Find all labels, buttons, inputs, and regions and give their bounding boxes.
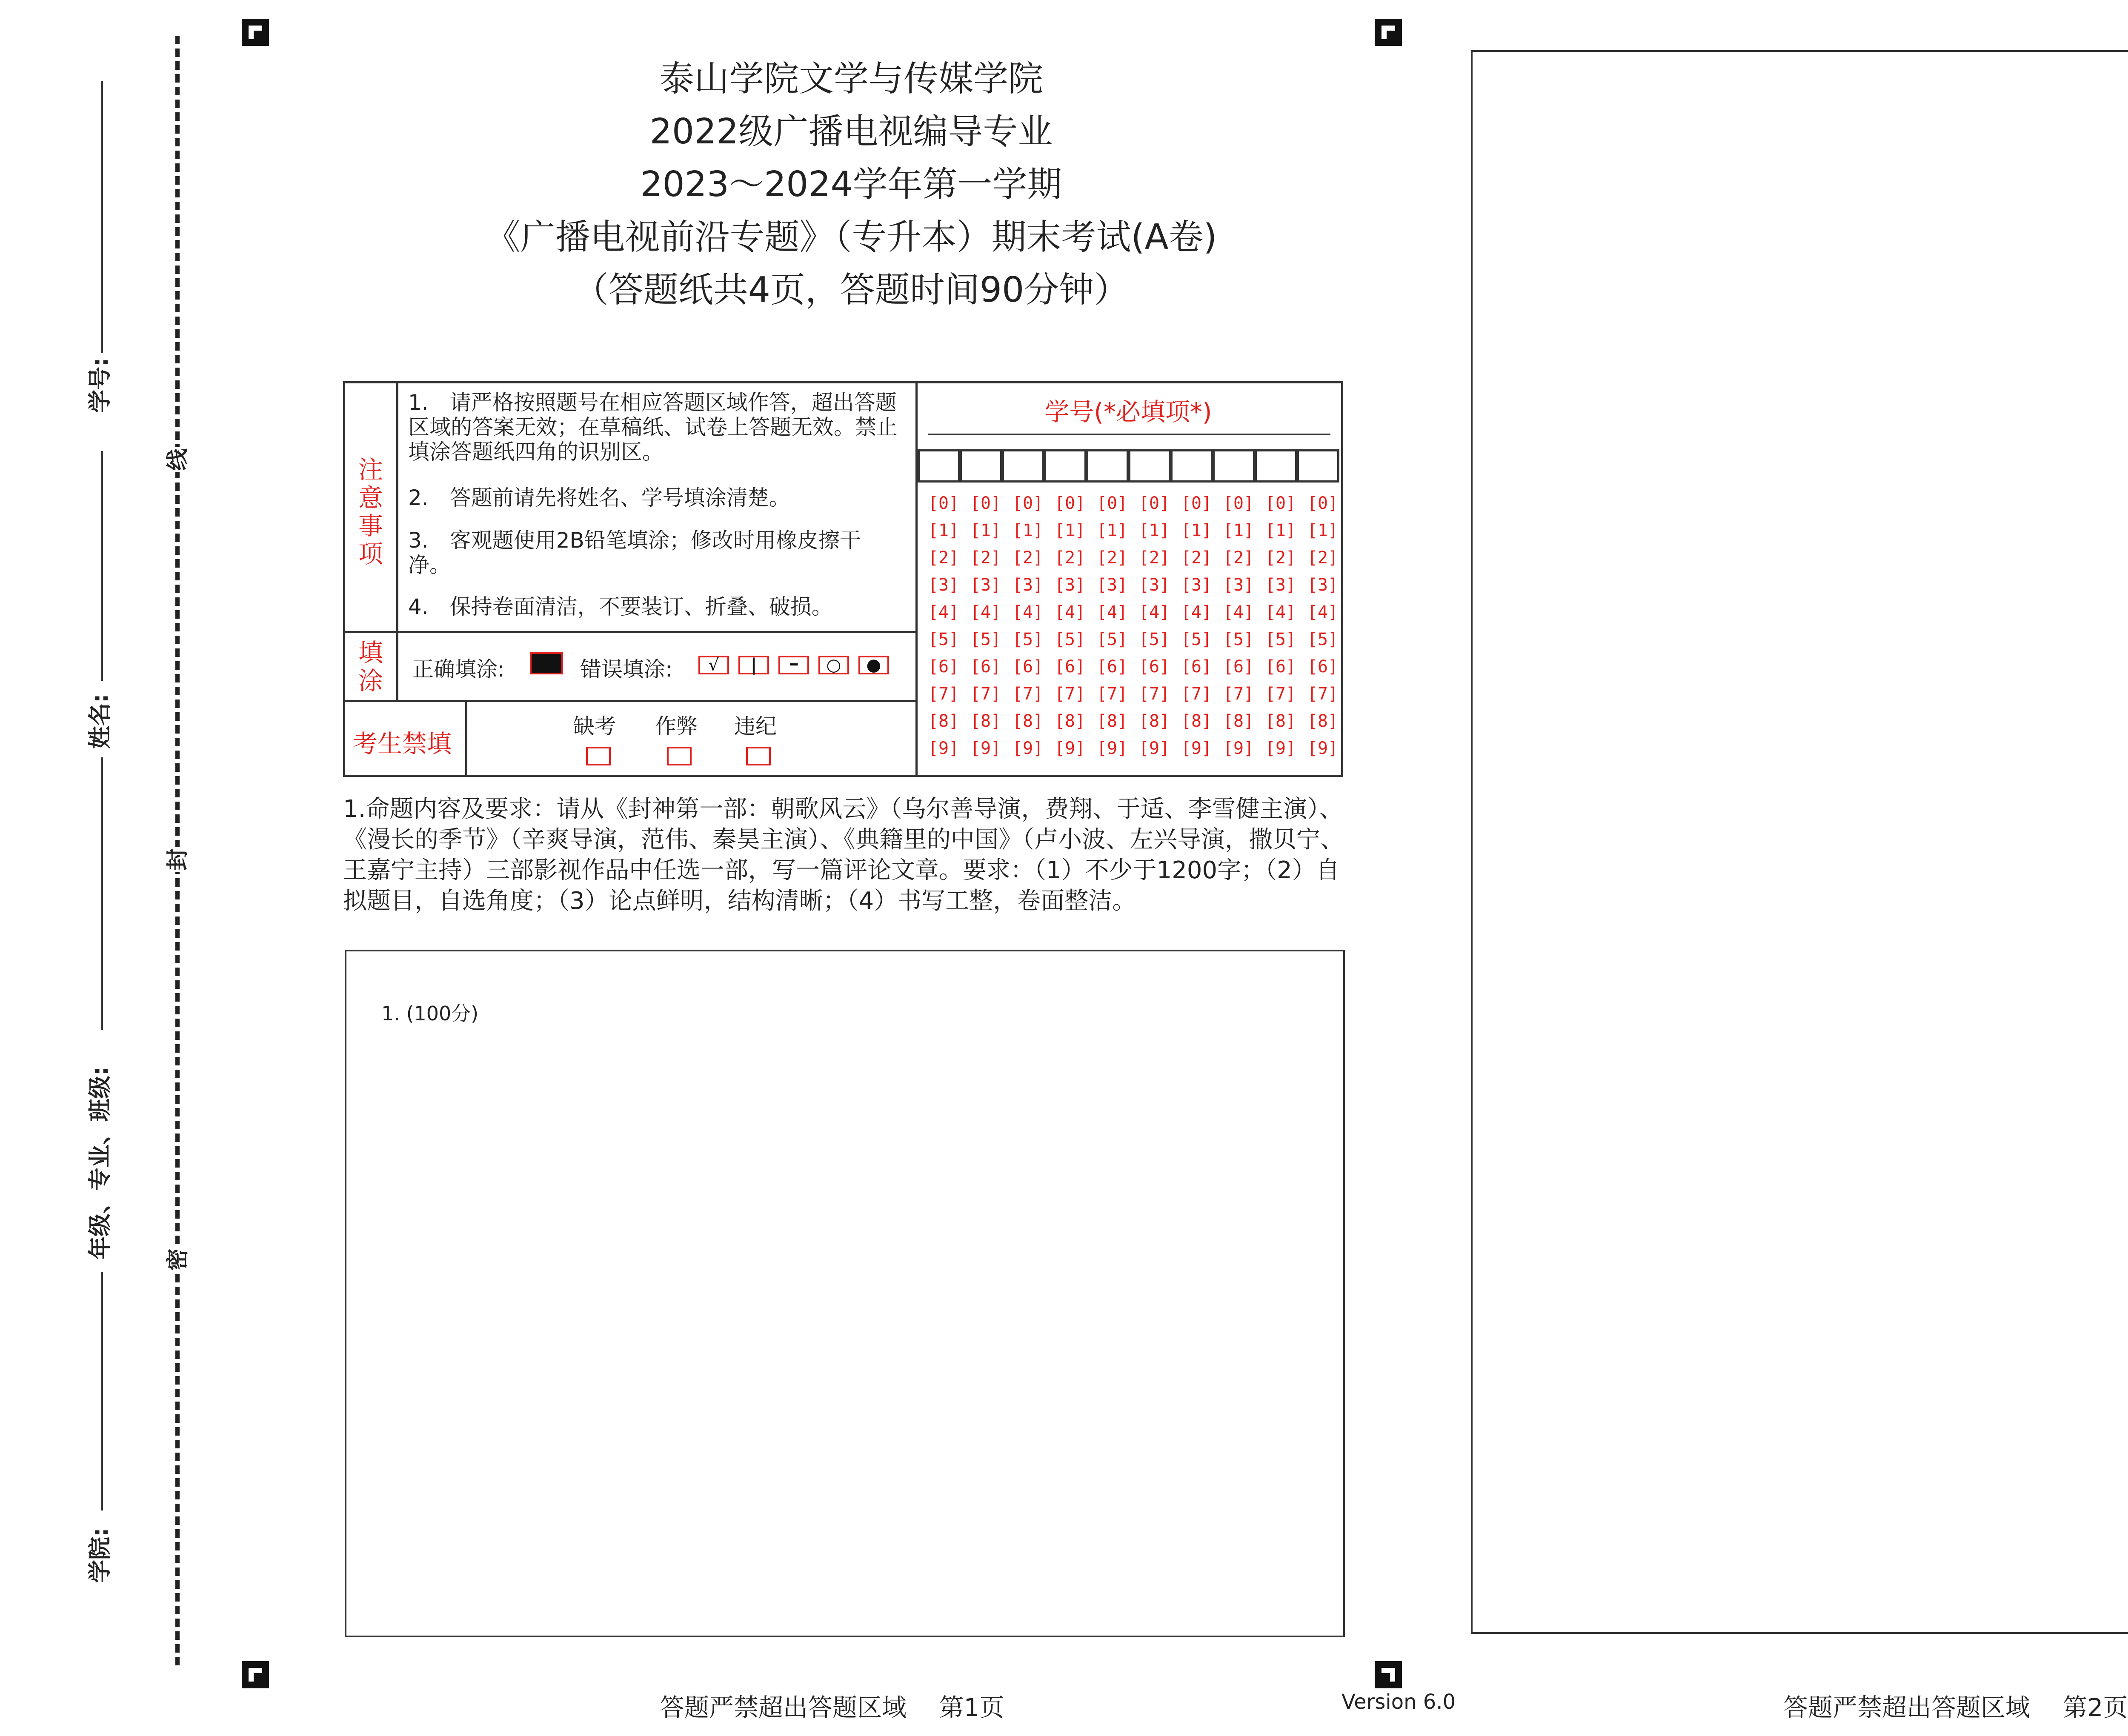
student-id-bubble[interactable]: [9] (928, 739, 959, 758)
student-id-bubble[interactable]: [2] (1096, 548, 1128, 568)
student-id-bubble[interactable]: [3] (1096, 575, 1128, 595)
forbidden-violation-label: 违纪 (734, 714, 777, 739)
student-id-bubble[interactable]: [4] (1054, 602, 1086, 622)
student-id-bubble[interactable]: [2] (970, 548, 1001, 568)
student-id-bubble[interactable]: [9] (970, 739, 1001, 758)
student-id-bubble[interactable]: [3] (1138, 575, 1170, 595)
student-id-bubble[interactable]: [2] (1138, 548, 1170, 568)
student-id-digit-cell[interactable] (1044, 449, 1087, 483)
answer-area-page2[interactable] (1471, 50, 2128, 1634)
student-id-line (101, 81, 103, 353)
student-id-bubble[interactable]: [5] (1223, 630, 1254, 649)
student-id-bubble[interactable]: [4] (1265, 602, 1296, 622)
forbidden-violation-box[interactable] (746, 747, 771, 765)
student-id-bubble[interactable]: [1] (970, 521, 1001, 540)
student-id-bubble[interactable]: [7] (1223, 684, 1254, 704)
divider-fill-forbid (345, 700, 915, 702)
title-line-course: 《广播电视前沿专题》（专升本）期末考试(A卷) (485, 217, 1217, 257)
student-id-bubble[interactable]: [4] (1307, 602, 1339, 622)
notice-item-3: 3. 客观题使用2B铅笔填涂；修改时用橡皮擦干净。 (408, 528, 861, 577)
student-id-bubble[interactable]: [1] (1223, 521, 1254, 540)
student-id-digit-cell[interactable] (918, 449, 960, 483)
student-id-bubble[interactable]: [7] (1012, 684, 1044, 704)
student-id-bubble[interactable]: [3] (928, 575, 959, 595)
fill-correct-label: 正确填涂: (412, 657, 505, 682)
student-id-bubble[interactable]: [1] (1054, 521, 1086, 540)
student-id-bubble[interactable]: [8] (1096, 711, 1128, 731)
footer-version: Version 6.0 (1341, 1690, 1456, 1714)
student-id-bubble[interactable]: [9] (1138, 739, 1170, 758)
seal-word-seal: 封 (167, 847, 189, 872)
student-id-bubble[interactable]: [7] (1138, 684, 1170, 704)
fill-wrong-label: 错误填涂: (580, 657, 672, 682)
student-id-bubble[interactable]: [6] (1181, 657, 1212, 677)
student-id-bubble[interactable]: [3] (1054, 575, 1086, 595)
seal-word-secret: 密 (167, 1247, 189, 1272)
student-id-bubble[interactable]: [3] (1012, 575, 1044, 595)
footer-page1: 答题严禁超出答题区域 第1页 (660, 1693, 1004, 1722)
student-id-bubble[interactable]: [4] (1223, 602, 1254, 622)
student-id-digit-cell[interactable] (1128, 449, 1171, 483)
student-id-bubble[interactable]: [4] (970, 602, 1001, 622)
title-line-info: （答题纸共4页，答题时间90分钟） (573, 270, 1129, 310)
student-id-bubble[interactable]: [5] (1138, 630, 1170, 649)
answer-score-label: 1. (100分) (381, 1002, 479, 1025)
student-id-bubble[interactable]: [7] (970, 684, 1001, 704)
corner-marker-bottom-left (242, 1661, 269, 1688)
student-id-bubble[interactable]: [0] (1096, 494, 1128, 513)
student-id-label: 学号: (86, 357, 113, 413)
student-id-bubble[interactable]: [9] (1181, 739, 1212, 758)
student-id-bubble[interactable]: [2] (1307, 548, 1339, 568)
student-id-bubble[interactable]: [0] (1054, 494, 1086, 513)
student-id-bubble[interactable]: [1] (1096, 521, 1128, 540)
exam-title (426, 53, 1277, 317)
divider-notice-col (396, 383, 398, 700)
title-line-term: 2023～2024学年第一学期 (640, 164, 1062, 205)
student-id-bubble[interactable]: [9] (1265, 739, 1296, 758)
student-id-bubble[interactable]: [2] (1054, 548, 1086, 568)
student-id-bubble[interactable]: [7] (1054, 684, 1086, 704)
name-label: 姓名: (86, 694, 113, 749)
student-id-bubble[interactable]: [9] (1054, 739, 1086, 758)
student-id-bubble[interactable]: [6] (1138, 657, 1170, 677)
student-id-bubble[interactable]: [6] (970, 657, 1001, 677)
student-id-bubble[interactable]: [8] (1138, 711, 1170, 731)
student-id-bubble[interactable]: [0] (1012, 494, 1044, 513)
student-id-bubble[interactable]: [8] (1181, 711, 1212, 731)
student-id-bubble[interactable]: [0] (970, 494, 1001, 513)
student-id-bubble[interactable]: [1] (1181, 521, 1212, 540)
student-id-bubble[interactable]: [5] (1307, 630, 1339, 649)
divider-main (915, 383, 918, 775)
college-label: 学院: (86, 1528, 113, 1583)
student-id-bubble[interactable]: [1] (1307, 521, 1339, 540)
student-id-digit-cell[interactable] (1297, 449, 1339, 483)
student-id-bubble[interactable]: [0] (1138, 494, 1170, 513)
fill-correct-sample (530, 652, 563, 674)
fill-label: 填 涂 (358, 638, 383, 695)
student-id-bubble[interactable]: [9] (1307, 739, 1339, 758)
student-id-bubble[interactable]: [3] (1223, 575, 1254, 595)
student-id-bubble[interactable]: [9] (1223, 739, 1254, 758)
notice-label: 注 意 事 项 (358, 455, 383, 568)
student-id-bubble[interactable]: [8] (1265, 711, 1296, 731)
student-id-bubble[interactable]: [6] (1265, 657, 1296, 677)
student-id-digit-cell[interactable] (1002, 449, 1044, 483)
student-id-bubble[interactable]: [8] (1054, 711, 1086, 731)
student-id-header-rule (928, 434, 1330, 435)
student-id-bubble[interactable]: [5] (1265, 630, 1296, 649)
student-id-bubble[interactable]: [2] (1012, 548, 1044, 568)
student-id-bubble[interactable]: [7] (1265, 684, 1296, 704)
student-id-digit-cell[interactable] (1213, 449, 1255, 483)
student-id-bubble[interactable]: [9] (1096, 739, 1128, 758)
notice-item-4: 4. 保持卷面清洁，不要装订、折叠、破损。 (408, 594, 833, 619)
student-id-bubble[interactable]: [5] (1181, 630, 1212, 649)
student-id-bubble[interactable]: [5] (928, 630, 959, 649)
class-line (101, 757, 103, 1030)
forbidden-cheat-box[interactable] (667, 747, 692, 765)
corner-marker-bottom-center (1375, 1661, 1402, 1688)
student-id-bubble[interactable]: [8] (1223, 711, 1254, 731)
student-id-bubble[interactable]: [0] (1265, 494, 1296, 513)
student-id-bubble[interactable]: [6] (1096, 657, 1128, 677)
forbidden-absent-label: 缺考 (573, 714, 616, 739)
class-label: 年级、专业、班级: (86, 1066, 113, 1259)
student-id-bubble[interactable]: [2] (1223, 548, 1254, 568)
student-id-bubble[interactable]: [8] (970, 711, 1001, 731)
notice-item-2: 2. 答题前请先将姓名、学号填涂清楚。 (408, 485, 790, 510)
student-id-bubble[interactable]: [5] (1012, 630, 1044, 649)
name-line (101, 451, 103, 681)
student-id-bubble[interactable]: [7] (928, 684, 959, 704)
forbidden-cheat-label: 作弊 (655, 714, 698, 739)
wrong-sample-dash: ━ (778, 656, 809, 674)
corner-marker-top-left (242, 19, 269, 46)
student-id-bubble[interactable]: [1] (928, 521, 959, 540)
corner-marker-top-center (1375, 19, 1402, 46)
student-id-bubble[interactable]: [9] (1012, 739, 1044, 758)
divider-notice-fill (345, 631, 915, 633)
student-id-bubble[interactable]: [6] (1054, 657, 1086, 677)
student-id-bubble[interactable]: [1] (1265, 521, 1296, 540)
student-id-bubble[interactable]: [1] (1138, 521, 1170, 540)
student-id-bubble[interactable]: [0] (1181, 494, 1212, 513)
student-id-bubble[interactable]: [1] (1012, 521, 1044, 540)
student-id-bubble[interactable]: [6] (1223, 657, 1254, 677)
student-id-bubble[interactable]: [0] (1223, 494, 1254, 513)
student-id-header: 学号(*必填项*) (1044, 397, 1212, 426)
student-id-bubble[interactable]: [5] (1054, 630, 1086, 649)
wrong-sample-circle: ○ (818, 656, 849, 674)
student-id-bubble[interactable]: [5] (1096, 630, 1128, 649)
student-id-bubble[interactable]: [4] (928, 602, 959, 622)
student-id-digit-cell[interactable] (1255, 449, 1297, 483)
wrong-sample-bar: | (738, 656, 769, 674)
student-id-digit-cell[interactable] (960, 449, 1002, 483)
student-id-bubble[interactable]: [4] (1181, 602, 1212, 622)
student-id-bubble[interactable]: [4] (1138, 602, 1170, 622)
student-id-bubble[interactable]: [3] (1265, 575, 1296, 595)
divider-forbid-col (465, 700, 467, 775)
student-id-bubble[interactable]: [7] (1307, 684, 1339, 704)
student-id-bubble[interactable]: [7] (1096, 684, 1128, 704)
forbidden-absent-box[interactable] (586, 747, 611, 765)
wrong-sample-check: √ (698, 656, 729, 674)
student-id-bubble[interactable]: [3] (1181, 575, 1212, 595)
title-line-major: 2022级广播电视编导专业 (649, 111, 1053, 152)
student-id-digit-cell[interactable] (1086, 449, 1129, 483)
student-id-bubble[interactable]: [4] (1096, 602, 1128, 622)
title-line-school: 泰山学院文学与传媒学院 (659, 59, 1043, 99)
student-id-bubble[interactable]: [6] (928, 657, 959, 677)
student-id-bubble[interactable]: [0] (928, 494, 959, 513)
student-id-bubble[interactable]: [6] (1012, 657, 1044, 677)
student-id-bubble[interactable]: [8] (1307, 711, 1339, 731)
seal-word-line: 线 (167, 447, 189, 472)
student-id-bubble[interactable]: [3] (1307, 575, 1339, 595)
footer-page2: 答题严禁超出答题区域 第2页 (1783, 1693, 2128, 1722)
college-line (101, 1272, 103, 1510)
answer-area-page1[interactable] (345, 950, 1345, 1637)
student-id-digit-cell[interactable] (1170, 449, 1213, 483)
forbidden-label: 考生禁填 (353, 729, 452, 758)
student-id-bubble[interactable]: [7] (1181, 684, 1212, 704)
student-id-bubble[interactable]: [5] (970, 630, 1001, 649)
student-id-bubble[interactable]: [2] (1181, 548, 1212, 568)
student-id-bubble[interactable]: [6] (1307, 657, 1339, 677)
student-id-bubble[interactable]: [2] (928, 548, 959, 568)
student-id-bubble[interactable]: [8] (1012, 711, 1044, 731)
question-prompt: 1.命题内容及要求：请从《封神第一部：朝歌风云》（乌尔善导演，费翔、于适、李雪健主演）、《漫长的季节》（辛爽导演，范伟、秦昊主演）、《典籍里的中国》（卢小波、左兴导演，撒贝宁、王嘉宁主持）三部影视作品中任选一部，写一篇评论文章。要求：（1）不少于1200字；（2）自拟题目，自选角度；（3）论点鲜明，结构清晰；（4）书写工整，卷面整洁。 (343, 795, 1344, 915)
notice-item-1: 1. 请严格按照题号在相应答题区域作答，超出答题区域的答案无效；在草稿纸、试卷上答题无效。禁止填涂答题纸四角的识别区。 (408, 390, 898, 464)
wrong-sample-dot: ● (858, 656, 889, 674)
student-id-bubble[interactable]: [3] (970, 575, 1001, 595)
student-id-bubble[interactable]: [8] (928, 711, 959, 731)
student-id-bubble[interactable]: [4] (1012, 602, 1044, 622)
student-id-bubble[interactable]: [0] (1307, 494, 1339, 513)
student-id-bubble[interactable]: [2] (1265, 548, 1296, 568)
